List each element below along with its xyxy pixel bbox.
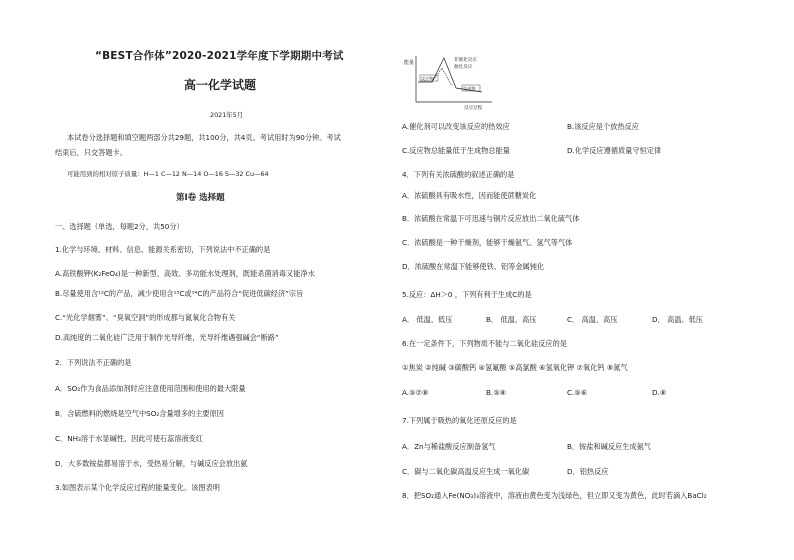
q5-option-d: D． 高温、低压 — [652, 315, 703, 324]
q8-stem: 8．把SO₂通入Fe(NO₃)₃溶液中，溶液由黄色变为浅绿色，但立即又变为黄色，此时若滴入BaCl₂ — [402, 491, 707, 500]
section-instruction: 一、选择题（单选，每题2分，共50分） — [55, 222, 184, 231]
q2-option-d: D．大多数铵盐都易溶于水，受热易分解，与碱反应会放出氨 — [55, 459, 248, 468]
q7-option-d: D．铝热反应 — [567, 467, 609, 476]
q5-stem: 5.反应：ΔH＞0 ，下列有利于生成C的是 — [402, 290, 532, 299]
q4-option-a: A．浓硫酸具有吸水性，因而能使蔗糖炭化 — [402, 191, 537, 200]
q7-option-a: A．Zn与稀盐酸反应制备氢气 — [402, 442, 496, 451]
q6-stem: 6.在一定条件下，下列物质不能与二氧化硅反应的是 — [402, 339, 567, 348]
energy-diagram — [402, 52, 514, 112]
q7-option-b: B．铵盐和碱反应生成氨气 — [567, 442, 651, 451]
q5-option-b: B． 低温、高压 — [486, 315, 537, 324]
q7-option-c: C．碳与二氧化碳高温反应生成一氧化碳 — [402, 467, 530, 476]
q3-option-a: A.催化剂可以改变该反应的热效应 — [402, 122, 510, 131]
exam-date: 2021年5月 — [210, 111, 244, 119]
diagram-y-label: 能量 — [404, 60, 415, 66]
q4-option-c: C．浓硫酸是一种干燥剂，能够干燥氨气、氢气等气体 — [402, 238, 573, 247]
q6-option-d: D.⑧ — [652, 388, 667, 397]
q5-option-a: A． 低温、低压 — [402, 315, 453, 324]
diagram-label-catalyzed: 催化反应 — [454, 65, 473, 70]
q1-stem: 1.化学与环境、材料、信息、能源关系密切，下列说法中不正确的是 — [55, 245, 271, 254]
q3-option-c: C.反应物总能量低于生成物总能量 — [402, 146, 510, 155]
q6-option-b: B.⑤⑧ — [486, 388, 507, 397]
q4-option-b: B．浓硫酸在常温下可迅速与铜片反应放出二氧化硫气体 — [402, 214, 580, 223]
diagram-label-product: 生成物 — [463, 86, 476, 91]
section-heading: 第Ⅰ卷 选择题 — [176, 193, 225, 203]
q2-option-c: C．NH₃溶于水显碱性，因此可使石蕊溶液变红 — [55, 434, 204, 443]
intro-line-2: 结束后，只交答题卡。 — [55, 148, 127, 157]
q4-option-d: D．浓硫酸在常温下能够使铁、铝等金属钝化 — [402, 262, 545, 271]
q2-option-a: A．SO₂作为食品添加剂时应注意使用范围和使用的最大限量 — [55, 384, 246, 393]
q6-option-c: C.⑤⑥ — [567, 388, 588, 397]
q2-option-b: B．含硫燃料的燃烧是空气中SO₂含量增多的主要原因 — [55, 409, 224, 418]
q5-option-c: C． 高温、高压 — [567, 315, 618, 324]
q1-option-d: D.高纯度的二氧化硅广泛用于制作光导纤维，光导纤维遇强碱会“断路” — [55, 333, 279, 342]
diagram-x-label: 反应过程 — [464, 106, 483, 111]
atomic-masses: 可能用到的相对原子质量：H—1 C—12 N—14 O—16 S—32 Cu—64 — [67, 170, 269, 178]
exam-title: “BEST合作体”2020-2021学年度下学期期中考试 — [95, 50, 344, 62]
intro-line-1: 本试卷分选择题和填空题两部分共29题，共100分，共4页。考试用时为90分钟。考试 — [67, 133, 341, 142]
q6-option-a: A.⑤⑦⑧ — [402, 388, 429, 397]
exam-subtitle: 高一化学试题 — [184, 78, 257, 92]
q1-option-b: B.尽量使用含¹²C的产品，减少使用含¹³C或¹⁴C的产品符合“促进低碳经济”宗旨 — [55, 289, 304, 298]
q1-option-a: A.高铁酸钾(K₂FeO₄)是一种新型、高效、多功能水处理剂，既能杀菌消毒又能净水 — [55, 269, 315, 278]
diagram-label-reactant: 反应物 — [421, 76, 434, 81]
q3-option-b: B.该反应是个放热反应 — [567, 122, 639, 131]
q3-option-d: D.化学反应遵循质量守恒定律 — [567, 146, 662, 155]
q7-stem: 7.下列属于吸热的氧化还原反应的是 — [402, 416, 517, 425]
q3-stem: 3.如图表示某个化学反应过程的能量变化。该图表明 — [55, 483, 220, 492]
q4-stem: 4．下列有关浓硫酸的叙述正确的是 — [402, 170, 515, 179]
diagram-label-non-catalyzed: 非催化反应 — [454, 58, 477, 63]
q6-items: ①焦炭 ②纯碱 ③碳酸钙 ④氢氟酸 ⑤高氯酸 ⑥氢氧化钾 ⑦氧化钙 ⑧氮气 — [402, 363, 628, 372]
q1-option-c: C.“光化学烟雾”、“臭氧空洞”的形成都与氮氧化合物有关 — [55, 313, 236, 322]
q2-stem: 2．下列说法不正确的是 — [55, 358, 132, 367]
